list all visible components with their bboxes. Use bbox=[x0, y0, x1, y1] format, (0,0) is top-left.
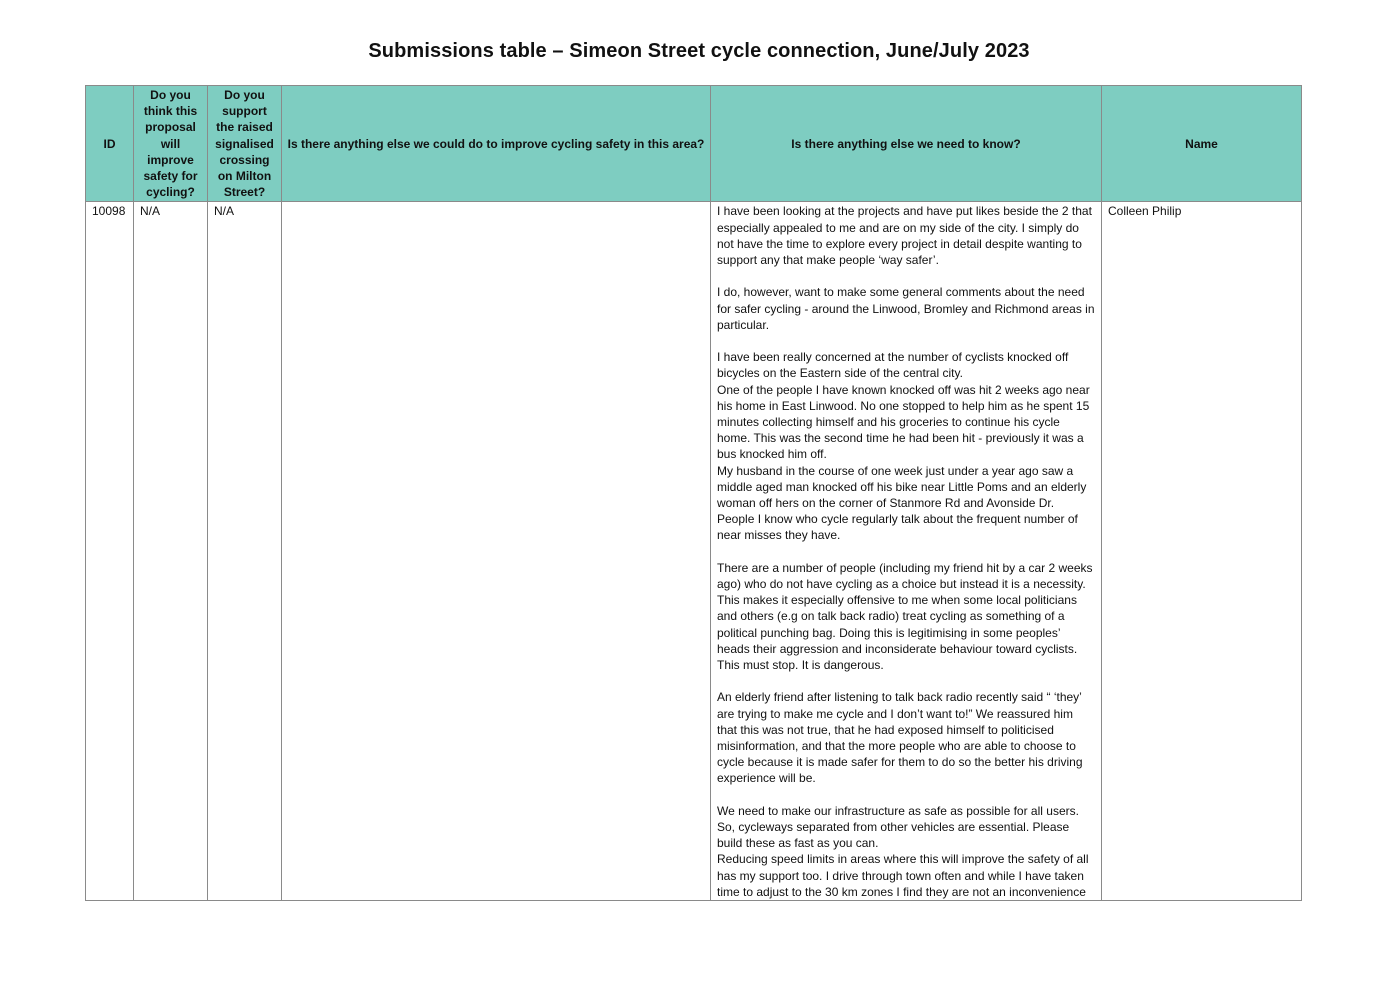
cell-improve bbox=[282, 202, 711, 901]
table-row bbox=[86, 202, 1302, 901]
comment-paragraph: We need to make our infrastructure as safe as possible for all users. So, cycleways separated from other vehicles are essential. Please build these as fast as you can. Reducing speed limits in areas where this will improve the safety of all has my support too. I drive through town often and while I have taken time to adjust to the 30 km zones I find they are not an inconvenience bbox=[717, 803, 1089, 899]
cell-safety: N/A bbox=[134, 202, 208, 901]
header-crossing-question: Do you support the raised signalised crossing on Milton Street? bbox=[208, 86, 282, 202]
cell-crossing: N/A bbox=[208, 202, 282, 901]
header-safety-question: Do you think this proposal will improve safety for cycling? bbox=[134, 86, 208, 202]
page-title: Submissions table – Simeon Street cycle connection, June/July 2023 bbox=[368, 40, 1030, 62]
cell-know bbox=[711, 202, 1102, 901]
comment-paragraph: I have been looking at the projects and have put likes beside the 2 that especially appealed to me and are on my side of the city. I simply do not have the time to explore every project in detail despite wanting to support any that make people ‘way safer’. bbox=[717, 204, 1092, 268]
cell-id: 10098 bbox=[86, 202, 134, 901]
comment-text bbox=[711, 202, 1101, 900]
comment-paragraph: There are a number of people (including my friend hit by a car 2 weeks ago) who do not have cycling as a choice but instead it is a necessity. This makes it especially offensive to me when some local politicians and others (e.g on talk back radio) treat cycling as something of a political punching bag. Doing this is legitimising in some peoples’ heads their aggression and inconsiderate behaviour toward cyclists. This must stop. It is dangerous. bbox=[717, 560, 1093, 673]
cell-name: Colleen Philip bbox=[1102, 202, 1302, 901]
comment-paragraph: I do, however, want to make some general comments about the need for safer cycling - around the Linwood, Bromley and Richmond areas in particular. bbox=[717, 285, 1095, 332]
header-improve-question: Is there anything else we could do to improve cycling safety in this area? bbox=[282, 86, 711, 202]
table-header-row bbox=[86, 86, 1302, 202]
header-id: ID bbox=[86, 86, 134, 202]
header-know-question: Is there anything else we need to know? bbox=[711, 86, 1102, 202]
comment-paragraph: An elderly friend after listening to talk back radio recently said “ ‘they’ are trying to make me cycle and I don’t want to!” We reassured him that this was not true, that he had exposed himself to politicised misinformation, and that the more people who are able to choose to cycle because it is made safer for them to do so the better his driving experience will be. bbox=[717, 690, 1083, 786]
submissions-table bbox=[85, 85, 1302, 901]
comment-paragraph: I have been really concerned at the number of cyclists knocked off bicycles on the Eastern side of the central city. One of the people I have known knocked off was hit 2 weeks ago near his home in East Linwood. No one stopped to help him as he spent 15 minutes collecting himself and his groceries to continue his cycle home. This was the second time he had been hit - previously it was a bus knocked him off. My husband in the course of one week just under a year ago saw a middle aged man knocked off his bike near Little Poms and an elderly woman off hers on the corner of Stanmore Rd and Avonside Dr. People I know who cycle regularly talk about the frequent number of near misses they have. bbox=[717, 350, 1090, 543]
header-name: Name bbox=[1102, 86, 1302, 202]
